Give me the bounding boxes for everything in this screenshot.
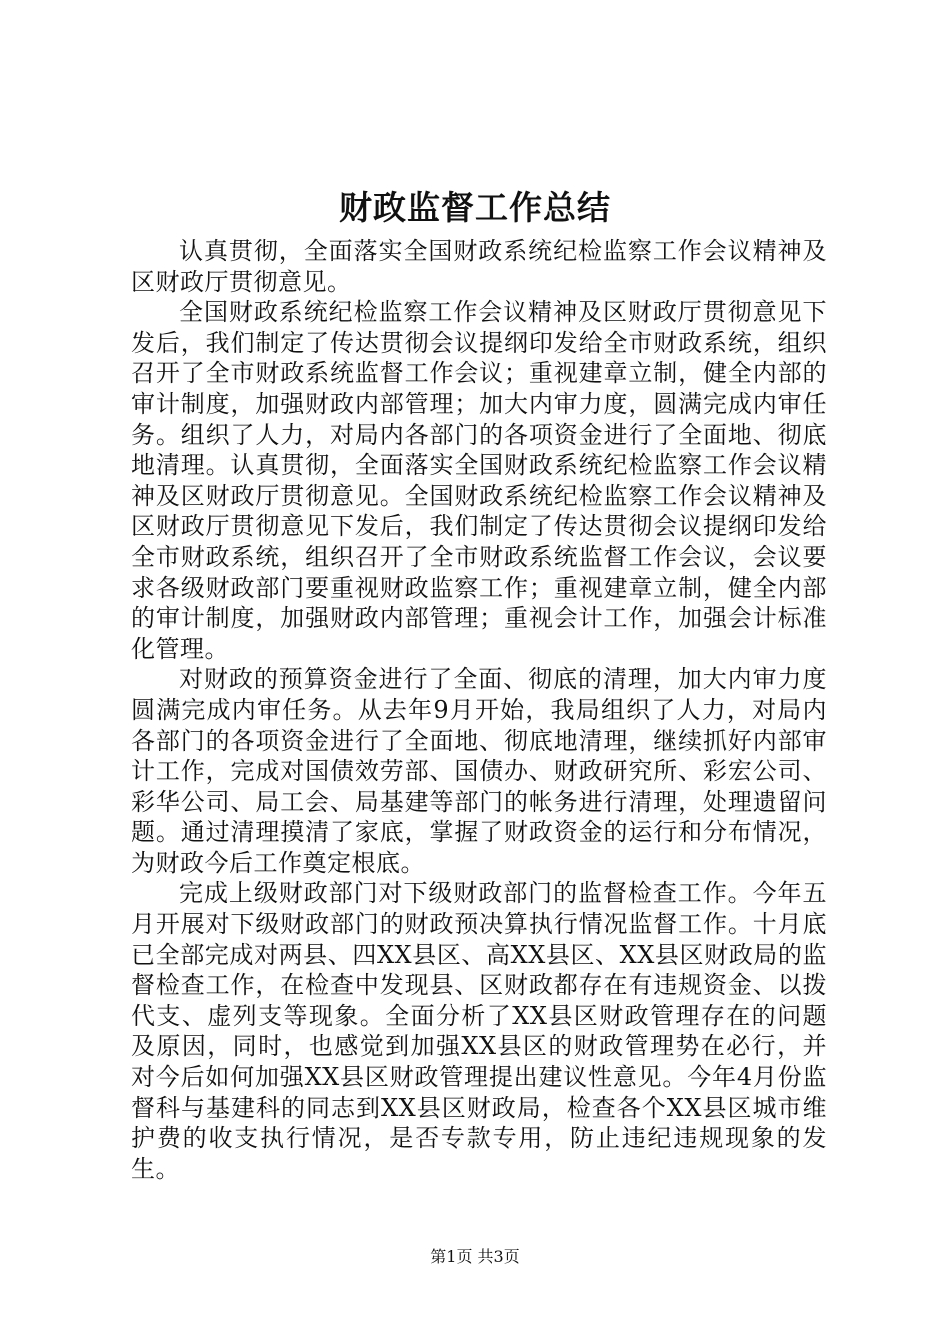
paragraph-3: 对财政的预算资金进行了全面、彻底的清理，加大内审力度圆满完成内审任务。从去年9月开始，我局组织了人力，对局内各部门的各项资金进行了全面地、彻底地清理，继续抓好内部审计工作，完成对国债效劳部、国债办、财政研究所、彩宏公司、彩华公司、局工会、局基建等部门的帐务进行清理，处理遗留问题。通过清理摸清了家底，掌握了财政资金的运行和分布情况，为财政今后工作奠定根底。 <box>131 665 827 877</box>
paragraph-4: 完成上级财政部门对下级财政部门的监督检查工作。今年五月开展对下级财政部门的财政预决算执行情况监督工作。十月底已全部完成对两县、四XX县区、高XX县区、XX县区财政局的监督检查工作，在检查中发现县、区财政都存在有违规资金、以拨代支、虚列支等现象。全面分析了XX县区财政管理存在的问题及原因，同时，也感觉到加强XX县区的财政管理势在必行，并对今后如何加强XX县区财政管理提出建议性意见。今年4月份监督科与基建科的同志到XX县区财政局，检查各个XX县区城市维护费的收支执行情况，是否专款专用，防止违纪违规现象的发生。 <box>131 879 827 1183</box>
document-title: 财政监督工作总结 <box>339 188 611 227</box>
document-body <box>131 236 827 1184</box>
paragraph-1: 认真贯彻，全面落实全国财政系统纪检监察工作会议精神及区财政厅贯彻意见。 <box>131 237 827 296</box>
page-number-footer: 第1页 共3页 <box>430 1247 520 1266</box>
paragraph-2: 全国财政系统纪检监察工作会议精神及区财政厅贯彻意见下发后，我们制定了传达贯彻会议提纲印发给全市财政系统，组织召开了全市财政系统监督工作会议；重视建章立制，健全内部的审计制度，加强财政内部管理；加大内审力度，圆满完成内审任务。组织了人力，对局内各部门的各项资金进行了全面地、彻底地清理。认真贯彻，全面落实全国财政系统纪检监察工作会议精神及区财政厅贯彻意见。全国财政系统纪检监察工作会议精神及区财政厅贯彻意见下发后，我们制定了传达贯彻会议提纲印发给全市财政系统，组织召开了全市财政系统监督工作会议，会议要求各级财政部门要重视财政监察工作；重视建章立制，健全内部的审计制度，加强财政内部管理；重视会计工作，加强会计标准化管理。 <box>131 298 827 663</box>
